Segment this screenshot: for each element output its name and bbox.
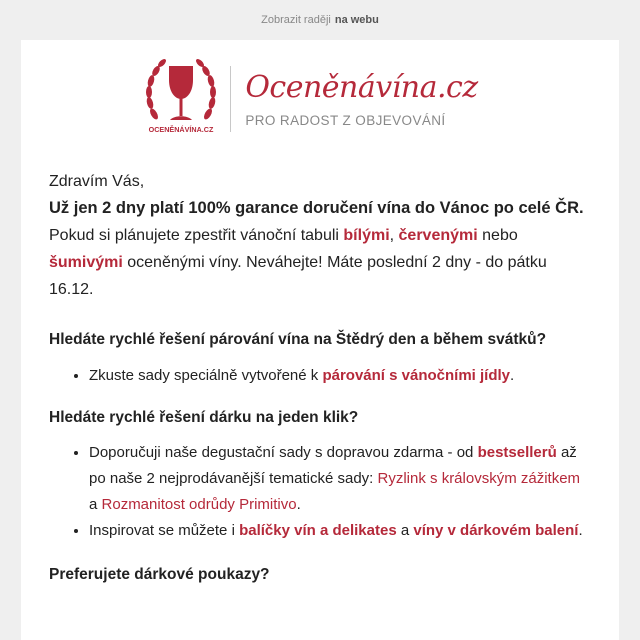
gift-list [49,440,591,544]
intro-text-2: nebo [477,227,518,244]
section-heading-vouchers: Preferujete dárkové poukazy? [49,566,270,583]
link-christmas-pairing[interactable]: párování s vánočními jídly [322,367,511,384]
intro-paragraph [49,168,591,303]
link-bestsellers[interactable]: bestsellerů [477,444,557,461]
section-heading-pairing: Hledáte rychlé řešení párování vína na Štědrý den a během svátků? [49,331,547,348]
emblem-text: OCENĚNÁVÍNA.CZ [148,125,214,134]
email-body [21,40,619,640]
brand-name: Oceněnávína.cz [245,69,478,105]
view-in-browser-text: Zobrazit raději [261,14,331,26]
headline: Už jen 2 dny platí 100% garance doručení vína do Vánoc po celé ČR. [49,199,584,217]
pairing-list [49,363,591,389]
intro-text-1: Pokud si plánujete zpestřit vánoční tabuli [49,227,344,244]
link-wine-delicacy-packages[interactable]: balíčky vín a delikates [239,522,397,539]
gift-text-3: a [89,496,102,513]
gift-end-1: . [296,496,301,513]
link-ryzlink-set[interactable]: Ryzlink s královským zážitkem [377,470,581,487]
intro-comma: , [389,227,399,244]
gift-end-2: . [578,522,583,539]
gift-text-1: Doporučuji naše degustační sady s dopravou zdarma - od [89,444,478,461]
list-item [89,440,591,518]
wine-glass-laurel-icon [142,58,220,140]
link-red-wines[interactable]: červenými [398,227,478,244]
gift-text-2: až po naše 2 nejprodávanější tematické sady: [89,444,577,487]
brand-tagline: PRO RADOST Z OBJEVOVÁNÍ [245,112,446,128]
pairing-end: . [510,367,515,384]
link-primitivo-set[interactable]: Rozmanitost odrůdy Primitivo [101,496,297,513]
pairing-text: Zkuste sady speciálně vytvořené k [89,367,323,384]
list-item [89,363,591,389]
link-white-wines[interactable]: bílými [343,227,390,244]
logo-divider [230,66,231,132]
section-heading-gift: Hledáte rychlé řešení dárku na jeden klik? [49,409,359,426]
header-logo[interactable] [49,40,591,158]
link-sparkling-wines[interactable]: šumivými [49,254,123,271]
view-in-browser-link[interactable]: na webu [334,14,379,26]
gift-text-5: a [396,522,414,539]
view-in-browser-bar [0,0,640,40]
link-gift-box-wines[interactable]: víny v dárkovém balení [413,522,579,539]
list-item [89,518,591,544]
brand-block [245,71,477,128]
greeting: Zdravím Vás, [49,173,145,190]
gift-text-4: Inspirovat se můžete i [89,522,240,539]
intro-text-3: oceněnými víny. Neváhejte! Máte poslední 2 dny - do pátku 16.12. [49,254,547,298]
